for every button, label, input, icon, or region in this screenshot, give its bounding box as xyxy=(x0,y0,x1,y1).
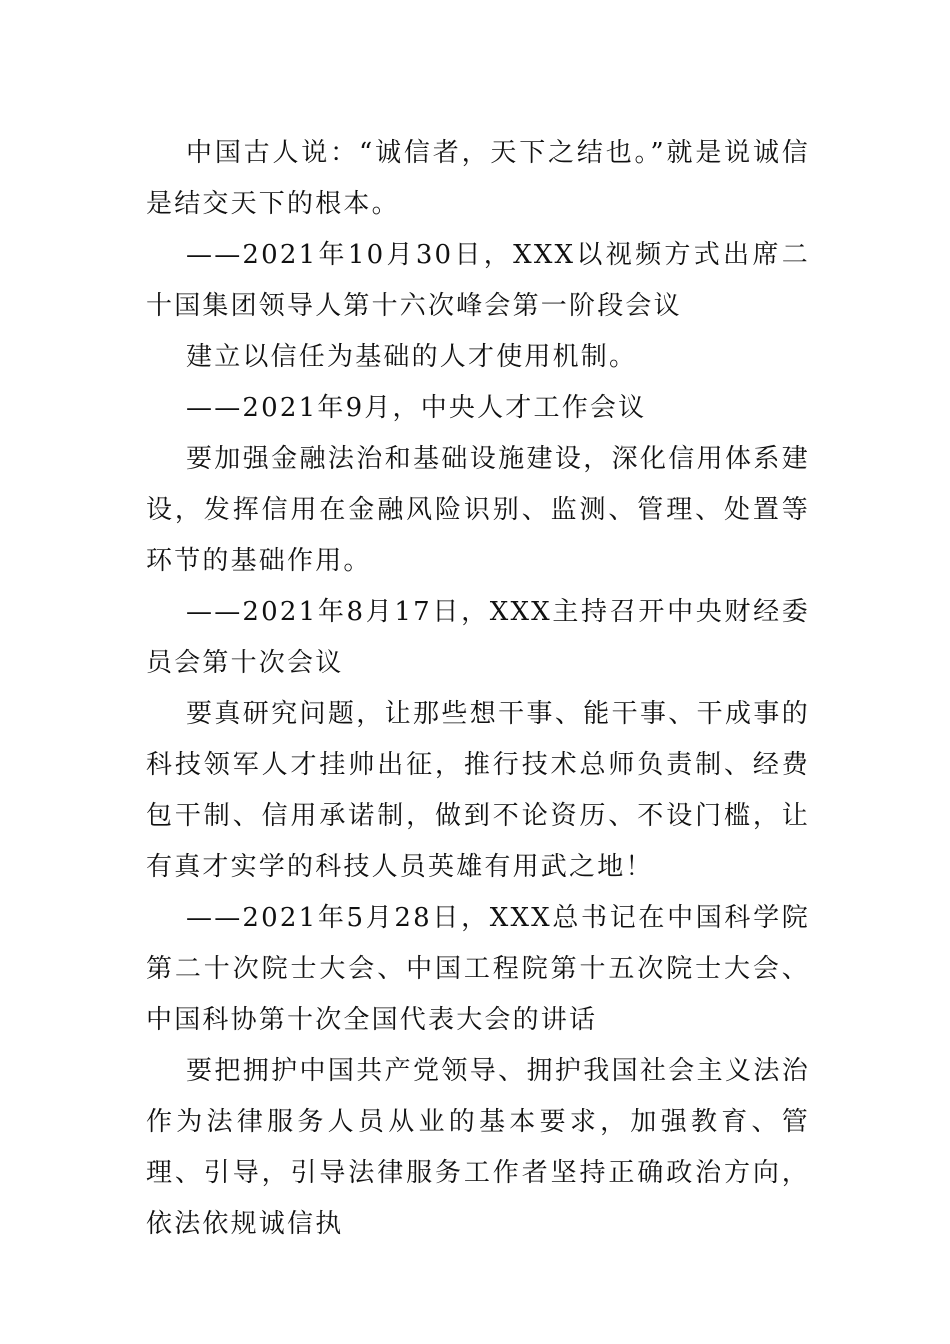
paragraph-legal-services: 要把拥护中国共产党领导、拥护我国社会主义法治作为法律服务人员从业的基本要求，加强教育、管理、引导，引导法律服务工作者坚持正确政治方向，依法依规诚信执 xyxy=(146,1056,810,1239)
paragraph-source-g20: ——2021年10月30日，XXX以视频方式出席二十国集团领导人第十六次峰会第一阶段会议 xyxy=(146,240,810,321)
paragraph-science-talent: 要真研究问题，让那些想干事、能干事、干成事的科技领军人才挂帅出征，推行技术总师负责制、经费包干制、信用承诺制，做到不论资历、不设门槛，让有真才实学的科技人员英雄有用武之地！ xyxy=(146,699,810,882)
document-body xyxy=(146,128,810,1250)
paragraph-source-finance-committee: ——2021年8月17日，XXX主持召开中央财经委员会第十次会议 xyxy=(146,597,810,678)
paragraph-source-talent-meeting: ——2021年9月，中央人才工作会议 xyxy=(186,393,647,423)
paragraph-finance-credit: 要加强金融法治和基础设施建设，深化信用体系建设，发挥信用在金融风险识别、监测、管理、处置等环节的基础作用。 xyxy=(146,444,810,576)
paragraph-source-academy: ——2021年5月28日，XXX总书记在中国科学院第二十次院士大会、中国工程院第十五次院士大会、中国科协第十次全国代表大会的讲话 xyxy=(146,903,810,1035)
paragraph-talent-trust: 建立以信任为基础的人才使用机制。 xyxy=(186,342,638,372)
paragraph-quote-ancient: 中国古人说：“诚信者，天下之结也。”就是说诚信是结交天下的根本。 xyxy=(146,138,810,219)
